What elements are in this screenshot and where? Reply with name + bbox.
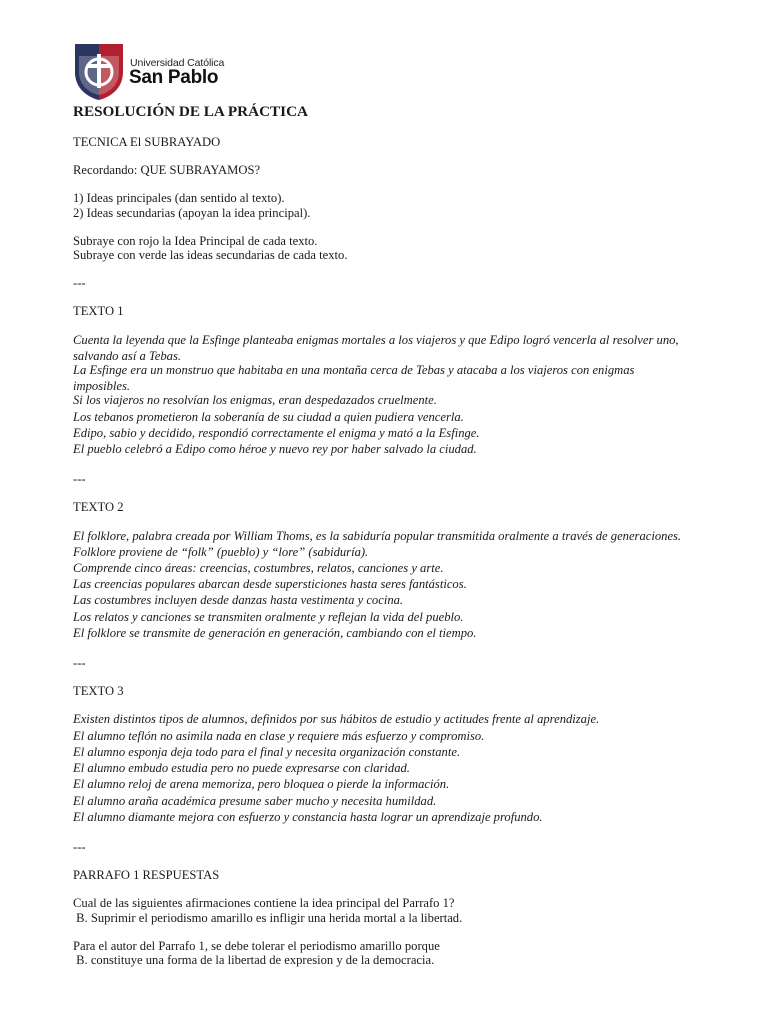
parrafo1-question-1 xyxy=(73,896,693,924)
bullet-text: Comprende cinco áreas: creencias, costumbres, relatos, canciones y arte. xyxy=(73,561,444,576)
bullet-item xyxy=(73,745,693,761)
bullet-text: Los relatos y canciones se transmiten oralmente y reflejan la vida del pueblo. xyxy=(73,609,464,624)
separator: --- xyxy=(73,656,86,671)
separator: --- xyxy=(73,839,86,854)
texto3-list xyxy=(73,712,693,825)
document-title: RESOLUCIÓN DE LA PRÁCTICA xyxy=(73,103,309,120)
logo-campus-name: San Pablo xyxy=(129,67,219,88)
instruction-item: Subraye con rojo la Idea Principal de cada texto. xyxy=(73,233,318,248)
bullet-text: Edipo, sabio y decidido, respondió correctamente el enigma y mató a la Esfinge. xyxy=(73,425,480,440)
bullet-item xyxy=(73,393,693,409)
bullet-item xyxy=(73,610,693,626)
bullet-item xyxy=(73,794,693,810)
idea-item: 2) Ideas secundarias (apoyan la idea principal). xyxy=(73,205,311,220)
bullet-text: El folklore, palabra creada por William Thoms, es la sabiduría popular transmitida oralmente a través de generaciones. xyxy=(73,528,682,543)
bullet-text: Folklore proviene de “folk” (pueblo) y “lore” (sabiduría). xyxy=(73,544,369,559)
question-text: Para el autor del Parrafo 1, se debe tolerar el periodismo amarillo porque xyxy=(73,938,440,953)
separator: --- xyxy=(73,276,86,291)
instructions xyxy=(73,234,693,262)
bullet-item xyxy=(73,561,693,577)
bullet-text: El alumno reloj de arena memoriza, pero bloquea o pierde la información. xyxy=(73,777,450,792)
texto2-heading: TEXTO 2 xyxy=(73,500,124,515)
texto1-heading: TEXTO 1 xyxy=(73,304,124,319)
bullet-item xyxy=(73,593,693,609)
bullet-item xyxy=(73,577,693,593)
bullet-text: El alumno diamante mejora con esfuerzo y constancia hasta lograr un aprendizaje profundo. xyxy=(73,809,543,824)
bullet-item xyxy=(73,363,693,393)
texto1-list xyxy=(73,333,693,459)
bullet-item xyxy=(73,529,693,545)
bullet-text: Las creencias populares abarcan desde supersticiones hasta seres fantásticos. xyxy=(73,577,467,592)
texto2-list xyxy=(73,529,693,642)
bullet-text: Existen distintos tipos de alumnos, definidos por sus hábitos de estudio y actitudes frente al aprendizaje. xyxy=(73,712,600,727)
parrafo1-heading: PARRAFO 1 RESPUESTAS xyxy=(73,868,220,883)
bullet-text: El alumno araña académica presume saber mucho y necesita humildad. xyxy=(73,793,437,808)
bullet-item xyxy=(73,761,693,777)
bullet-item xyxy=(73,626,693,642)
bullet-text: La Esfinge era un monstruo que habitaba en una montaña cerca de Tebas y atacaba a los viajeros con enigmas imposibles. xyxy=(73,363,635,394)
university-logo xyxy=(73,42,233,102)
bullet-text: Si los viajeros no resolvían los enigmas, eran despedazados cruelmente. xyxy=(73,393,437,408)
bullet-text: Los tebanos prometieron la soberanía de su ciudad a quien pudiera vencerla. xyxy=(73,409,464,424)
bullet-item xyxy=(73,426,693,442)
logo-university-name: Universidad Católica xyxy=(130,57,225,69)
bullet-item xyxy=(73,729,693,745)
bullet-item xyxy=(73,333,693,363)
bullet-item xyxy=(73,442,693,458)
bullet-item xyxy=(73,410,693,426)
instruction-item: Subraye con verde las ideas secundarias de cada texto. xyxy=(73,248,348,263)
bullet-item xyxy=(73,545,693,561)
bullet-item xyxy=(73,777,693,793)
bullet-text: El alumno embudo estudia pero no puede expresarse con claridad. xyxy=(73,761,410,776)
recap-line: Recordando: QUE SUBRAYAMOS? xyxy=(73,163,261,178)
answer-text: B. constituye una forma de la libertad de expresion y de la democracia. xyxy=(73,952,435,967)
bullet-text: Cuenta la leyenda que la Esfinge planteaba enigmas mortales a los viajeros y que Edipo logró vencerla al resolver uno, salvando así a Tebas. xyxy=(73,332,679,363)
parrafo1-question-2 xyxy=(73,939,693,967)
idea-item: 1) Ideas principales (dan sentido al texto). xyxy=(73,191,285,206)
bullet-text: El folklore se transmite de generación en generación, cambiando con el tiempo. xyxy=(73,625,477,640)
bullet-text: El pueblo celebró a Edipo como héroe y nuevo rey por haber salvado la ciudad. xyxy=(73,442,477,457)
bullet-text: El alumno esponja deja todo para el final y necesita organización constante. xyxy=(73,744,461,759)
separator: --- xyxy=(73,472,86,487)
question-text: Cual de las siguientes afirmaciones contiene la idea principal del Parrafo 1? xyxy=(73,896,455,911)
bullet-item xyxy=(73,810,693,826)
bullet-text: Las costumbres incluyen desde danzas hasta vestimenta y cocina. xyxy=(73,593,404,608)
bullet-item xyxy=(73,712,693,728)
texto3-heading: TEXTO 3 xyxy=(73,684,124,699)
technique-line: TECNICA El SUBRAYADO xyxy=(73,135,221,149)
document-body xyxy=(73,103,693,981)
university-crest-icon xyxy=(73,42,125,102)
answer-text: B. Suprimir el periodismo amarillo es infligir una herida mortal a la libertad. xyxy=(73,910,463,925)
ideas-list xyxy=(73,191,693,219)
bullet-text: El alumno teflón no asimila nada en clase y requiere más esfuerzo y compromiso. xyxy=(73,728,485,743)
